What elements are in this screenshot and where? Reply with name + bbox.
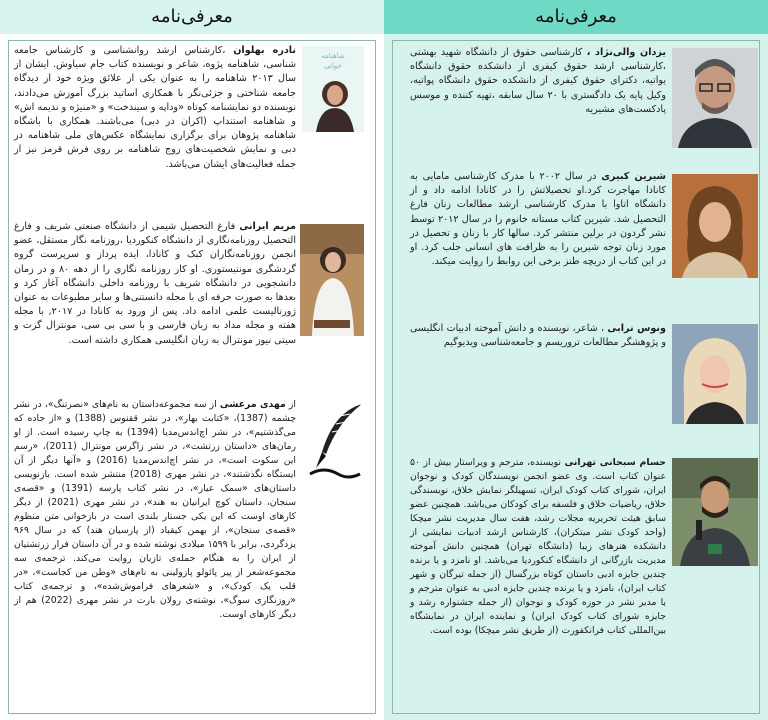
bio-text: از سه مجموعه‌داستان به نام‌های «نصرتنگ»، در نشر چشمه (1387)، «کتابت بهار»، در نشر ققنوس (1388) و «از جاده که می‌گذشتیم»، در نشر اچ‌اندس‌مدیا (1394) به چاپ رسیده است. از او رمان‌های «داستان زرتشت»، در نشر زاگرس مونترال (2011)، «رسم این سکوت است»، در نشر اچ‌اندس‌مدیا (2016) و «آنها دیگر از آن ایستگاه نگذشتند»، در نشر مهری (2018) منتشر شده است. بازنویسی داستان‌های «سمک عیار»، در نشر کتاب پارسه (1391) و «قصه‌ی سنجان، داستان کوچ ایرانیان به‌ هند»، در نشر مهری (2021) از دیگر کارهای اوست که این یکی جستار بلندی است در بازخوانی متن منظوم «قصه‌ی سنجان»، از بهمن کیقباد (از پارسیان هند) که در سال ۹۶۹ یزدگردی، برابر با ۱۵۹۹ میلادی نوشته شده و در آن داستان فرار زرتشتیان از ایران را به هنگام حمله‌ی تازیان روایت می‌کند. ترجمه‌ی سه مجموعه‌شعر از پیر پائولو پازولینی به نام‌های «وطن من کجاست»، «در قلب یک کودک»، و «شعرهای فراموش‌شده»، و ترجمه‌ی کتاب «روزنگاری سوگ»، نوشته‌ی رولان بارت در نشر مهری (2022) هم از دیگر کارهای اوست.: [14, 399, 297, 620]
bio-name: یزدان والی‌نژاد ،: [586, 47, 666, 58]
left-column-heading: معرفی‌نامه: [0, 0, 384, 34]
bio-entry: [410, 322, 666, 350]
bio-name: حسام سبحانی تهرانی: [564, 457, 666, 468]
bio-text: ،کارشناس ارشد روانشناسی و کارشناس جامعه شناسی، شاهنامه پژوه، شاعر و نویسنده کتاب جام سیاوش. ایشان از سال ۲۰۱۳ شاهنامه را به عنوان یکی از علائق ویژه خود از دیدگاه جامعه شناختی و جزئی‌نگر با همکاری اساتید بزرگ آموزش می‌دادند، نویسنده دو نمایشنامه کوتاه «وداپه و سیندخت» و «منیژه و ندیمه اش» و شاهنامه استنداپ (اکران در دبی) می‌باشند. همکاری با باشگاه شاهنامه پژوهان برای برگزاری نمایشگاه عکس‌های ملی شاهنامه در دبی و نمایش شخصیت‌های زوج شاهنامه بر روی فرش قرمز نیز از جمله فعالیت‌های ایشان می‌باشد.: [14, 45, 296, 170]
bio-name: نادره بهلوان: [233, 45, 296, 56]
portrait-shirin-kabiri: [672, 174, 758, 278]
bio-text: کارشناسی حقوق از دانشگاه شهید بهشتی ،کارشناسی ارشد حقوق کیفری از دانشکده حقوق دانشگاه یواتیه، دکترای حقوق کیفری از دانشکده حقوق دانشگاه پواتیه، وکیل پایه یک دادگستری با ۲۰ سال سابقه ،تهیه کننده و موسس پادکست‌های مشیریه: [410, 47, 666, 115]
bio-entry: [14, 44, 296, 172]
bio-name: شیرین کبیری: [601, 171, 666, 182]
bio-text: در سال ۲۰۰۲ با مدرک کارشناسی مامایی به کانادا مهاجرت کرد.او تحصیلاتش را در کانادا ادامه داد و از دانشگاه اتاوا با مدرک کارشناسی ارشد مطالعات زنان فارغ التحصیل شد. شیرین کتاب مستانه خانوم را در سال ۲۰۱۲ توسط نشر گردون در برلین منتشر کرد. سالها کار با زنان و تحصیل در مورد زنان توجه شیرین را به ظرافت های انسانی جلب کرد. او در این کتاب از دریچه طنز برخی این روابط را روایت میکند.: [410, 171, 666, 268]
svg-text:خوانی: خوانی: [324, 62, 342, 70]
quill-pen-icon: [304, 402, 366, 484]
bio-name: مریم ایرانی: [239, 221, 296, 232]
bio-prefix: از: [285, 399, 296, 410]
right-column: [384, 0, 768, 720]
bio-entry: [410, 46, 666, 117]
portrait-maryam-irani: [300, 224, 364, 336]
bio-text: نویسنده، مترجم و ویراستار بیش از ۵۰ عنوان کتاب است. وی عضو انجمن نویسندگان کودک و نوجوان ایران، شورای کتاب کودک ایران، تسهیلگر نمایش خلاق، نویسندگی خلاق، ریاضیات خلاق و فلسفه برای کودکان می‌باشد. همچنین عضو سابق هیئت تحریریه مجلات رشد، هفت سال مدیریت نشر میچکا (واحد کودک نشر میتکران)، کارشناس ارشد ادبیات نمایشی از دانشکده هنرهای زیبا (دانشگاه تهران) همچنین دانش آموخته مدیریت بازرگانی از دانشگاه کنکوردیا می‌باشد. او نامزد و یا برنده چندین جایزه ادبی داستان کوتاه بزرگسال (از جمله تیرگان و شهر کتاب ایران)، نامزد و یا برنده چندین جایزه ادبی به عنوان مترجم و یا مدیر نشر در حوزه کودک و نوجوان (از جمله جشنواره رشد و جایزه شورای کتاب کودک ایران) و نماینده ایران در نمایشگاه بین‌المللی کتاب فرانکفورت (از طریق نشر میچکا) بوده است.: [410, 457, 666, 636]
bio-name: مهدی مرعشی: [219, 399, 286, 410]
bio-entry: [410, 456, 666, 638]
right-column-heading: معرفی‌نامه: [384, 0, 768, 34]
bio-entry: [14, 398, 296, 622]
svg-text:شاهنامه: شاهنامه: [321, 52, 345, 60]
bio-entry: [410, 170, 666, 269]
portrait-nadereh-pahlavan: [302, 46, 364, 132]
bio-text: فارغ التحصیل شیمی از دانشگاه صنعتی شریف و فارغ التحصیل روزنامه‌نگاری از دانشگاه کنکوردیا ،روزنامه نگار مستقل، عضو انجمن روزنامه‌نگاران کبک و کانادا، ایده پرداز و سرپرست گروه گردشگری مونتیستوری. او کار روزنامه نگاری را از دهه ۸۰ و در زمان دانشجویی در دانشگاه شریف با روزنامه داخلی دانشگاه آغاز کرد و بعدها به صورت حرفه ای با مجله دانستنی‌ها و سایر مطبوعات به عنوان ژورنالیست علمی ادامه داد. پس از ورود به کانادا در ۲۰۱۷, با مجله هفته و مجله مداد به زبان فارسی و با سی بی سی، مونترال گزت و سیتی نیوز مونترال به زبان انگلیسی همکاری داشته است.: [14, 221, 297, 346]
portrait-hesam-sobhani-tehrani: [672, 458, 758, 566]
portrait-yazdan-valinejad: [672, 48, 758, 148]
bio-text: ، شاعر، نویسنده و دانش آموخته ادبیات انگلیسی و پژوهشگر مطالعات تروریسم و جامعه‌شناسی ویدیوگیم: [410, 323, 666, 349]
portrait-venus-torabi: [672, 324, 758, 424]
bio-name: ونوس ترابی: [607, 323, 666, 334]
bio-entry: [14, 220, 296, 348]
